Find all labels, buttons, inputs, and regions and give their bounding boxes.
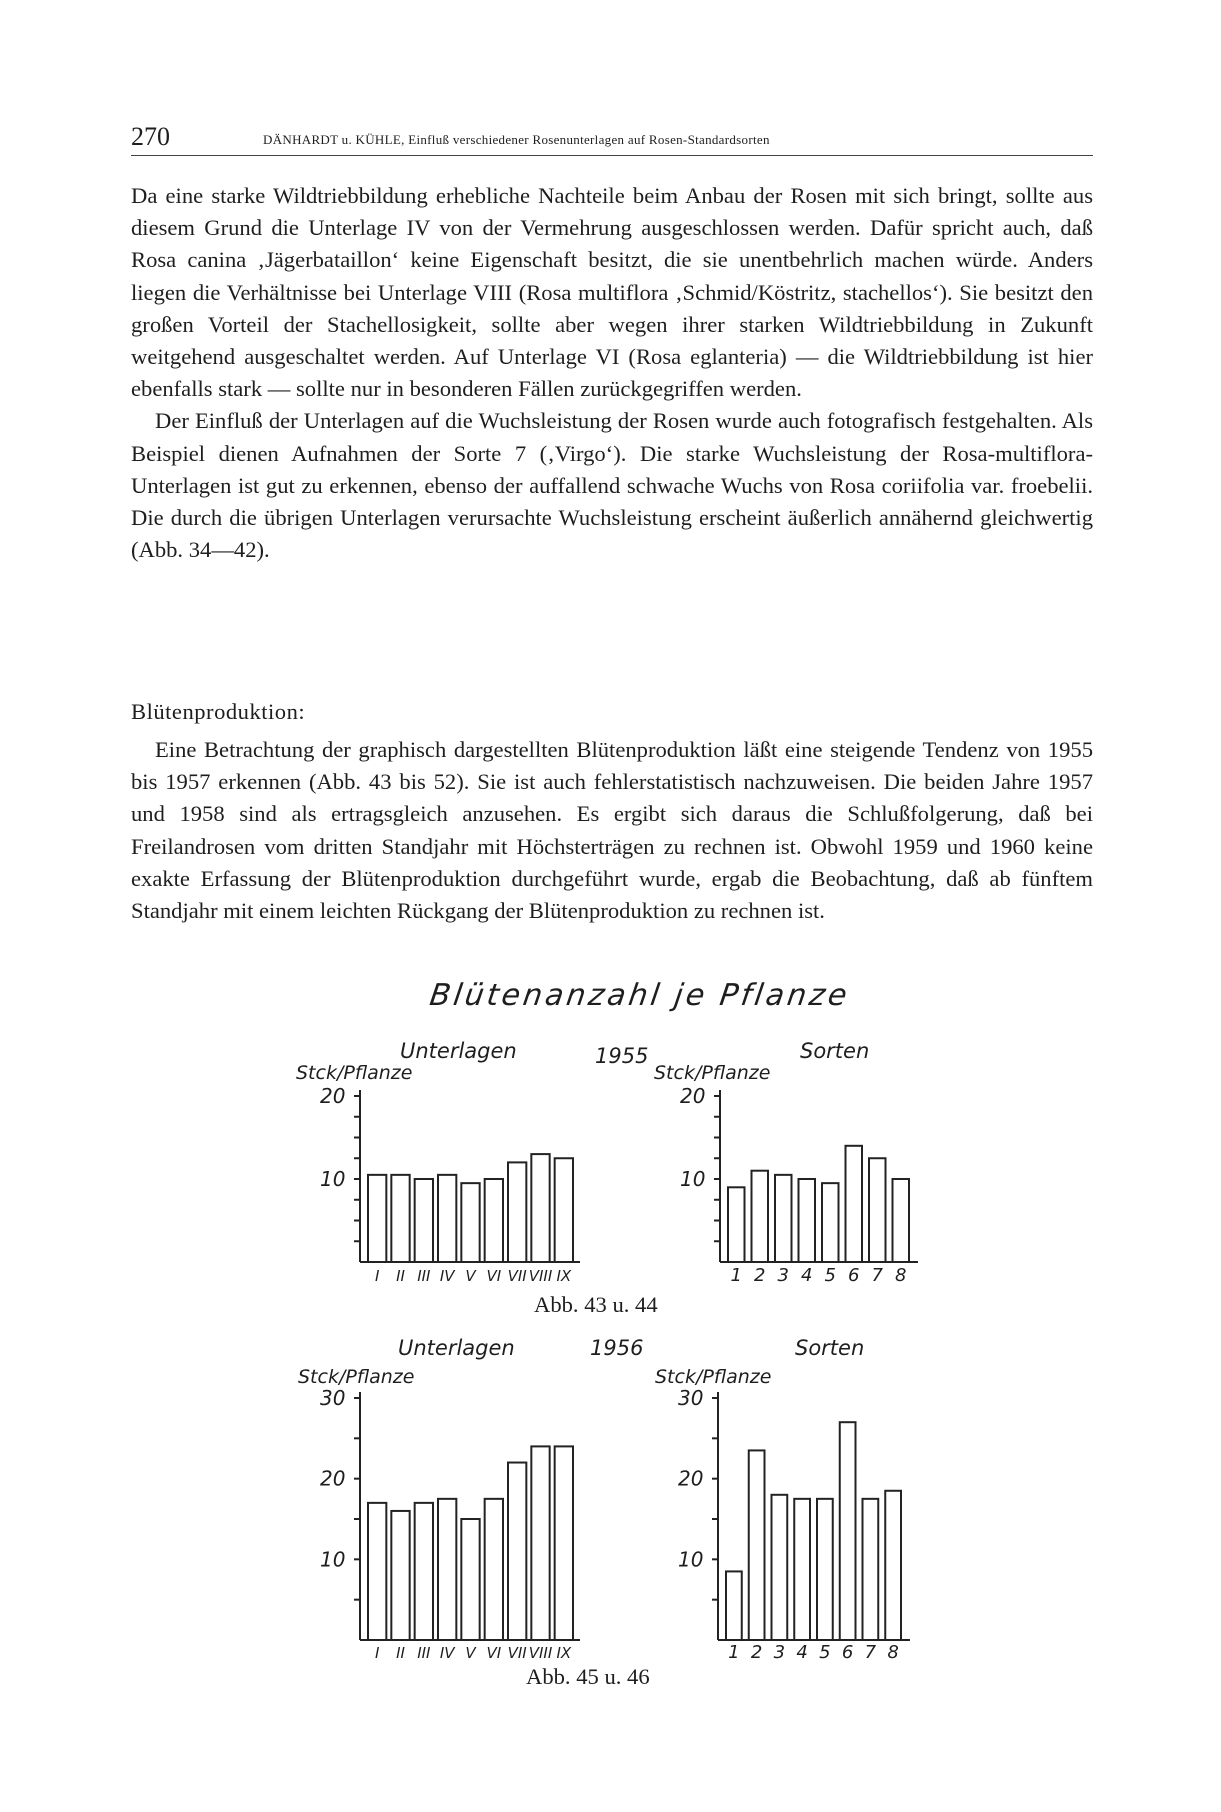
chart-4-y-tick-label: 10 — [678, 1547, 704, 1572]
figure-title: Blütenanzahl je Pflanze — [427, 978, 852, 1013]
chart-4-bar — [772, 1495, 788, 1640]
chart-3-y-tick-label: 20 — [320, 1466, 346, 1491]
chart-4-x-tick-label: 6 — [841, 1642, 854, 1663]
chart-2-ylabel: Stck/Pflanze — [654, 1062, 771, 1084]
chart-2-x-tick-label: 2 — [754, 1265, 766, 1286]
chart-3-bar — [461, 1519, 479, 1640]
chart-2-x-tick-label: 6 — [848, 1265, 860, 1286]
chart-1-bar — [438, 1175, 456, 1262]
chart-2-x-tick-label: 3 — [777, 1265, 789, 1286]
chart-2-x-tick-label: 5 — [824, 1265, 836, 1286]
chart-1-x-tick-label: I — [374, 1267, 380, 1285]
chart-4-x-tick-label: 2 — [750, 1642, 763, 1663]
chart-2-y-tick-label: 20 — [680, 1084, 706, 1108]
caption-abb-43-44: Abb. 43 u. 44 — [534, 1292, 658, 1317]
chart-3-title: Unterlagen — [398, 1336, 515, 1360]
paragraph-3: Eine Betrachtung der graphisch dargestellten Blütenproduktion läßt eine steigende Tendenz von 1955 bis 1957 erkennen (Abb. 43 bis 52). Sie ist auch fehlerstatistisch nachzuweisen. Die beiden Jahre 1957 und 1958 sind als ertragsgleich anzusehen. Es ergibt sich daraus die Schlußfolgerung, daß bei Freilandrosen vom dritten Standjahr mit Höchsterträgen zu rechnen ist. Obwohl 1959 und 1960 keine exakte Erfassung der Blütenproduktion durchgeführt wurde, ergab die Beobachtung, daß ab fünftem Standjahr mit einem leichten Rückgang der Blütenproduktion zu rechnen ist. — [131, 737, 1093, 924]
chart-4-bar — [863, 1499, 879, 1640]
section-heading: Blütenproduktion: — [131, 699, 306, 724]
chart-3-x-tick-label: III — [417, 1644, 431, 1662]
page-number: 270 — [131, 122, 170, 151]
chart-3-x-tick-label: II — [396, 1644, 405, 1662]
paragraph-2: Der Einfluß der Unterlagen auf die Wuchsleistung der Rosen wurde auch fotografisch festgehalten. Als Beispiel dienen Aufnahmen der Sorte 7 (‚Virgo‘). Die starke Wuchsleistung der Rosa-multiflora-Unterlagen ist gut zu erkennen, ebenso der auffallend schwache Wuchs von Rosa coriifolia var. froebelii. Die durch die übrigen Unterlagen verursachte Wuchsleistung erscheint äußerlich annähernd gleichwertig (Abb. 34—42). — [131, 408, 1093, 563]
chart-4-bar — [885, 1491, 901, 1640]
caption-abb-45-46: Abb. 45 u. 46 — [526, 1664, 650, 1689]
chart-1-x-tick-label: IX — [556, 1267, 572, 1285]
chart-4-bar — [840, 1422, 856, 1640]
chart-1-x-tick-label: III — [417, 1267, 431, 1285]
chart-1-title: Unterlagen — [400, 1039, 517, 1063]
chart-2-title: Sorten — [800, 1039, 870, 1063]
chart-2-bar — [846, 1146, 863, 1262]
chart-1-bar — [415, 1179, 433, 1262]
chart-4-bar — [794, 1499, 810, 1640]
chart-1-x-tick-label: VII — [507, 1267, 527, 1285]
chart-4-bar — [726, 1571, 742, 1640]
chart-4-x-tick-label: 5 — [819, 1642, 831, 1663]
chart-4-x-tick-label: 1 — [728, 1642, 740, 1663]
paragraph-1: Da eine starke Wildtriebbildung erhebliche Nachteile beim Anbau der Rosen mit sich bringt, sollte aus diesem Grund die Unterlage IV von der Vermehrung ausgeschlossen werden. Dafür spricht auch, daß Rosa canina ‚Jägerbataillon‘ keine Eigenschaft besitzt, die sie unentbehrlich machen würde. Anders liegen die Verhältnisse bei Unterlage VIII (Rosa multiflora ‚Schmid/Köstritz, stachellos‘). Sie besitzt den großen Vorteil der Stachellosigkeit, sollte aber wegen ihrer starken Wildtriebbildung in Zukunft weitgehend ausgeschaltet werden. Auf Unterlage VI (Rosa eglanteria) — die Wildtriebbildung ist hier ebenfalls stark — sollte nur in besonderen Fällen zurückgegriffen werden. — [131, 183, 1093, 402]
chart-3-y-tick-label: 10 — [320, 1547, 346, 1572]
chart-1-bar — [508, 1162, 526, 1262]
chart-2-bar — [822, 1183, 839, 1262]
chart-1-y-tick-label: 10 — [320, 1167, 346, 1191]
chart-2-bar — [869, 1158, 886, 1262]
chart-4-bar — [749, 1450, 765, 1640]
chart-4-x-tick-label: 8 — [887, 1642, 899, 1663]
chart-4-y-tick-label: 20 — [678, 1466, 704, 1491]
chart-1-year-label: 1955 — [595, 1044, 649, 1068]
chart-3-bar — [415, 1503, 433, 1640]
chart-1-ylabel: Stck/Pflanze — [296, 1062, 413, 1084]
chart-4-x-tick-label: 7 — [864, 1642, 877, 1663]
chart-3-y-tick-label: 30 — [320, 1386, 346, 1410]
chart-1-bar — [531, 1154, 549, 1262]
chart-1-bar — [391, 1175, 409, 1262]
chart-3-bar — [531, 1446, 549, 1640]
chart-1-y-tick-label: 20 — [320, 1084, 346, 1108]
chart-1-bar — [461, 1183, 479, 1262]
chart-2-bar — [799, 1179, 816, 1262]
chart-1-x-tick-label: VI — [486, 1267, 502, 1285]
chart-1-bar — [368, 1175, 386, 1262]
chart-1-x-tick-label: IV — [439, 1267, 455, 1285]
chart-3-x-tick-label: VI — [486, 1644, 502, 1662]
chart-3-x-tick-label: V — [465, 1644, 476, 1662]
chart-1-bar — [555, 1158, 573, 1262]
chart-4-x-tick-label: 4 — [796, 1642, 808, 1663]
chart-2-y-tick-label: 10 — [680, 1167, 706, 1191]
chart-2-x-tick-label: 1 — [730, 1265, 742, 1286]
chart-2-bar — [775, 1175, 792, 1262]
chart-1-x-tick-label: VIII — [528, 1267, 553, 1285]
chart-2-bar — [893, 1179, 910, 1262]
chart-2-x-tick-label: 7 — [871, 1265, 883, 1286]
chart-2-x-tick-label: 4 — [801, 1265, 813, 1286]
chart-1-x-tick-label: II — [396, 1267, 405, 1285]
chart-3-bar — [391, 1511, 409, 1640]
chart-3-year-label: 1956 — [590, 1336, 644, 1360]
chart-3-x-tick-label: IX — [556, 1644, 572, 1662]
chart-3-bar — [508, 1463, 526, 1640]
chart-4-x-tick-label: 3 — [773, 1642, 786, 1663]
chart-3-ylabel: Stck/Pflanze — [298, 1366, 415, 1388]
chart-3-bar — [438, 1499, 456, 1640]
chart-3-x-tick-label: VIII — [528, 1644, 553, 1662]
running-head: DÄNHARDT u. KÜHLE, Einfluß verschiedener Rosenunterlagen auf Rosen-Standardsorten — [263, 132, 770, 147]
chart-4-title: Sorten — [795, 1336, 865, 1360]
chart-4-bar — [817, 1499, 833, 1640]
chart-1-bar — [485, 1179, 503, 1262]
chart-3-x-tick-label: IV — [439, 1644, 455, 1662]
chart-3-bar — [555, 1446, 573, 1640]
chart-3-x-tick-label: VII — [507, 1644, 527, 1662]
chart-3-bar — [485, 1499, 503, 1640]
chart-2-bar — [752, 1171, 769, 1262]
chart-2-bar — [728, 1187, 745, 1262]
chart-3-bar — [368, 1503, 386, 1640]
chart-4-ylabel: Stck/Pflanze — [655, 1366, 772, 1388]
chart-1-x-tick-label: V — [465, 1267, 476, 1285]
chart-4-y-tick-label: 30 — [678, 1386, 704, 1410]
chart-3-x-tick-label: I — [374, 1644, 380, 1662]
chart-2-x-tick-label: 8 — [895, 1265, 907, 1286]
